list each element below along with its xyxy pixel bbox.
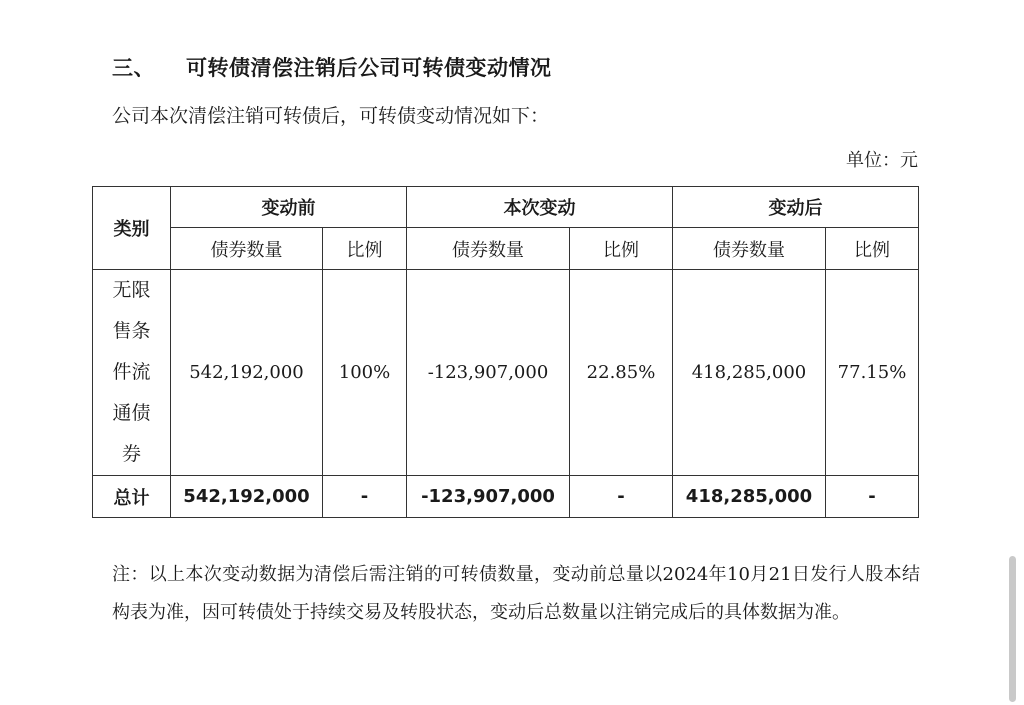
total-change-ratio: - — [570, 476, 673, 518]
row-category-label — [93, 270, 171, 476]
change-ratio-cell: 22.85% — [570, 270, 673, 476]
total-after-quantity: 418,285,000 — [673, 476, 826, 518]
table-header-row — [93, 187, 919, 228]
intro-text: 公司本次清偿注销可转债后，可转债变动情况如下： — [112, 105, 550, 127]
row-label-line: 件流 — [112, 361, 151, 383]
section-heading — [112, 52, 552, 82]
change-ratio-header: 比例 — [570, 228, 673, 270]
unit-label: 单位：元 — [846, 150, 918, 171]
table-subheader-row — [93, 228, 919, 270]
after-ratio-cell: 77.15% — [826, 270, 919, 476]
before-ratio-header: 比例 — [323, 228, 407, 270]
before-quantity-header: 债券数量 — [171, 228, 323, 270]
before-ratio-cell: 100% — [323, 270, 407, 476]
row-label-line: 券 — [121, 443, 141, 465]
change-quantity-header: 债券数量 — [407, 228, 570, 270]
total-label: 总计 — [93, 476, 171, 518]
total-change-quantity: -123,907,000 — [407, 476, 570, 518]
total-before-quantity: 542,192,000 — [171, 476, 323, 518]
after-quantity-cell: 418,285,000 — [673, 270, 826, 476]
row-label-line: 无限 — [112, 279, 151, 301]
scrollbar-thumb[interactable] — [1009, 556, 1016, 702]
before-header: 变动前 — [171, 187, 407, 228]
row-label-line: 通债 — [112, 402, 151, 424]
change-header: 本次变动 — [407, 187, 673, 228]
row-label-line: 售条 — [112, 320, 151, 342]
category-header: 类别 — [93, 187, 171, 270]
total-after-ratio: - — [826, 476, 919, 518]
section-title: 可转债清偿注销后公司可转债变动情况 — [186, 56, 552, 80]
after-header: 变动后 — [673, 187, 919, 228]
total-before-ratio: - — [323, 476, 407, 518]
bond-change-table — [92, 186, 919, 518]
table-total-row — [93, 476, 919, 518]
before-quantity-cell: 542,192,000 — [171, 270, 323, 476]
section-number: 三、 — [112, 56, 155, 80]
footnote: 注：以上本次变动数据为清偿后需注销的可转债数量，变动前总量以2024年10月21日发行人股本结构表为准，因可转债处于持续交易及转股状态，变动后总数量以注销完成后的具体数据为准。 — [112, 564, 920, 623]
table-row — [93, 270, 919, 476]
change-quantity-cell: -123,907,000 — [407, 270, 570, 476]
after-quantity-header: 债券数量 — [673, 228, 826, 270]
after-ratio-header: 比例 — [826, 228, 919, 270]
